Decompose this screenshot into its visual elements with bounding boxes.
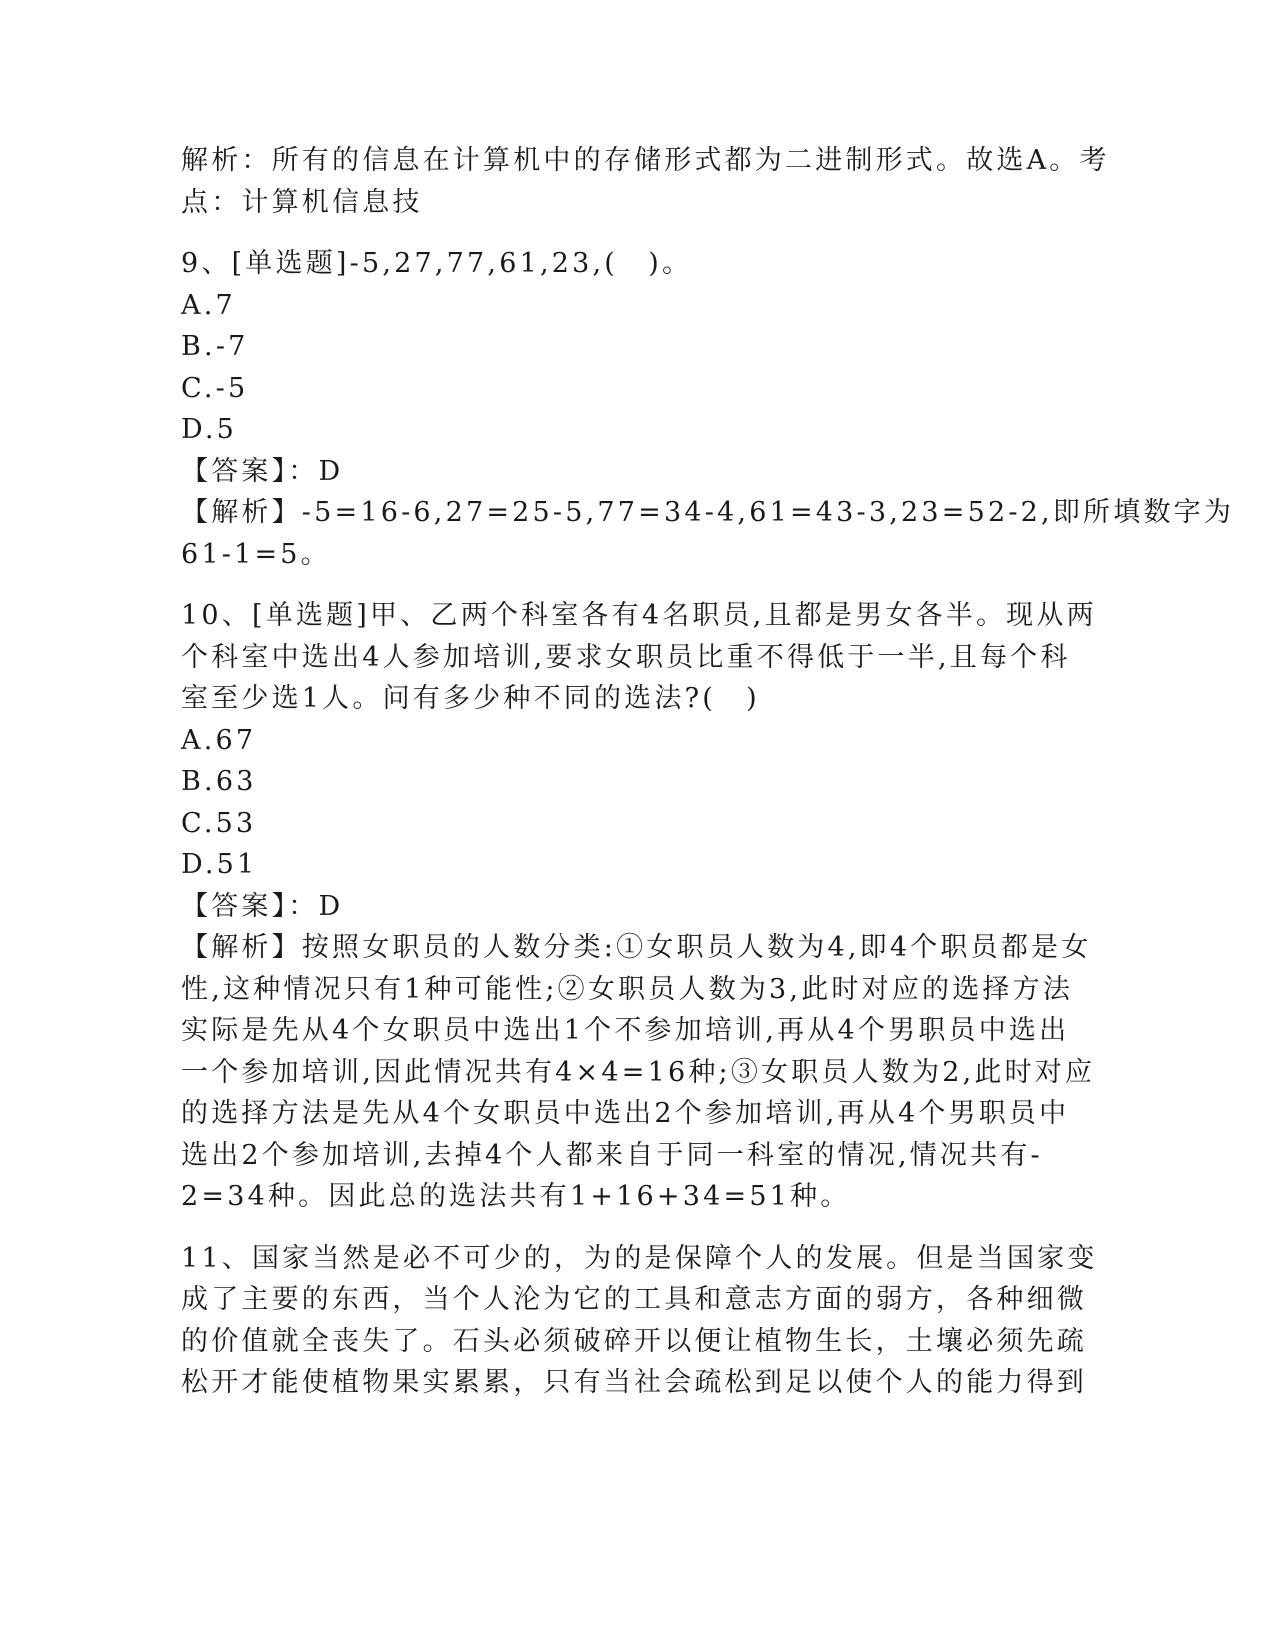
question-stem: 9、[单选题]-5,27,77,61,23,( )。 [181,248,693,279]
analysis-text-line: 解析：所有的信息在计算机中的存储形式都为二进制形式。故选A。考 [181,145,1110,176]
analysis-line: 一个参加培训,因此情况共有4×4=16种;③女职员人数为2,此时对应 [181,1056,1096,1088]
analysis-line: 选出2个参加培训,去掉4个人都来自于同一科室的情况,情况共有- [181,1139,1043,1171]
option-c: C.53 [181,807,257,839]
document-page [181,140,1235,1404]
passage-line: 的价值就全丧失了。石头必须破碎开以便让植物生长，土壤必须先疏 [181,1325,1087,1357]
option-a: A.7 [181,289,236,321]
option-b: B.63 [181,766,257,797]
analysis-line: 2=34种。因此总的选法共有1+16+34=51种。 [181,1181,851,1212]
option-c: C.-5 [181,372,249,404]
analysis-line: 性,这种情况只有1种可能性;②女职员人数为3,此时对应的选择方法 [181,973,1074,1005]
question-8-analysis [181,140,1110,223]
option-a: A.67 [181,724,257,756]
answer-line: 【答案】：D [181,890,344,922]
passage-line: 11、国家当然是必不可少的，为的是保障个人的发展。但是当国家变 [181,1242,1098,1274]
question-stem: 室至少选1人。问有多少种不同的选法?( ) [181,683,760,714]
analysis-line: 【解析】-5=16-6,27=25-5,77=34-4,61=43-3,23=52-2,即所填数字为 [181,497,1235,528]
analysis-line: 的选择方法是先从4个女职员中选出2个参加培训,再从4个男职员中 [181,1098,1070,1129]
question-9 [181,243,1235,575]
option-b: B.-7 [181,331,249,362]
option-d: D.5 [181,414,238,445]
analysis-text-line: 点：计算机信息技 [181,186,423,218]
analysis-line: 【解析】按照女职员的人数分类:①女职员人数为4,即4个职员都是女 [181,932,1092,963]
analysis-line: 实际是先从4个女职员中选出1个不参加培训,再从4个男职员中选出 [181,1015,1070,1046]
answer-line: 【答案】：D [181,455,344,487]
passage-line: 成了主要的东西，当个人沦为它的工具和意志方面的弱方，各种细微 [181,1284,1087,1315]
question-10 [181,595,1097,1218]
passage-line: 松开才能使植物果实累累，只有当社会疏松到足以使个人的能力得到 [181,1367,1087,1398]
option-d: D.51 [181,849,258,880]
analysis-line: 61-1=5。 [181,538,331,570]
question-stem: 个科室中选出4人参加培训,要求女职员比重不得低于一半,且每个科 [181,641,1071,673]
question-stem: 10、[单选题]甲、乙两个科室各有4名职员,且都是男女各半。现从两 [181,600,1097,631]
question-11 [181,1238,1098,1404]
